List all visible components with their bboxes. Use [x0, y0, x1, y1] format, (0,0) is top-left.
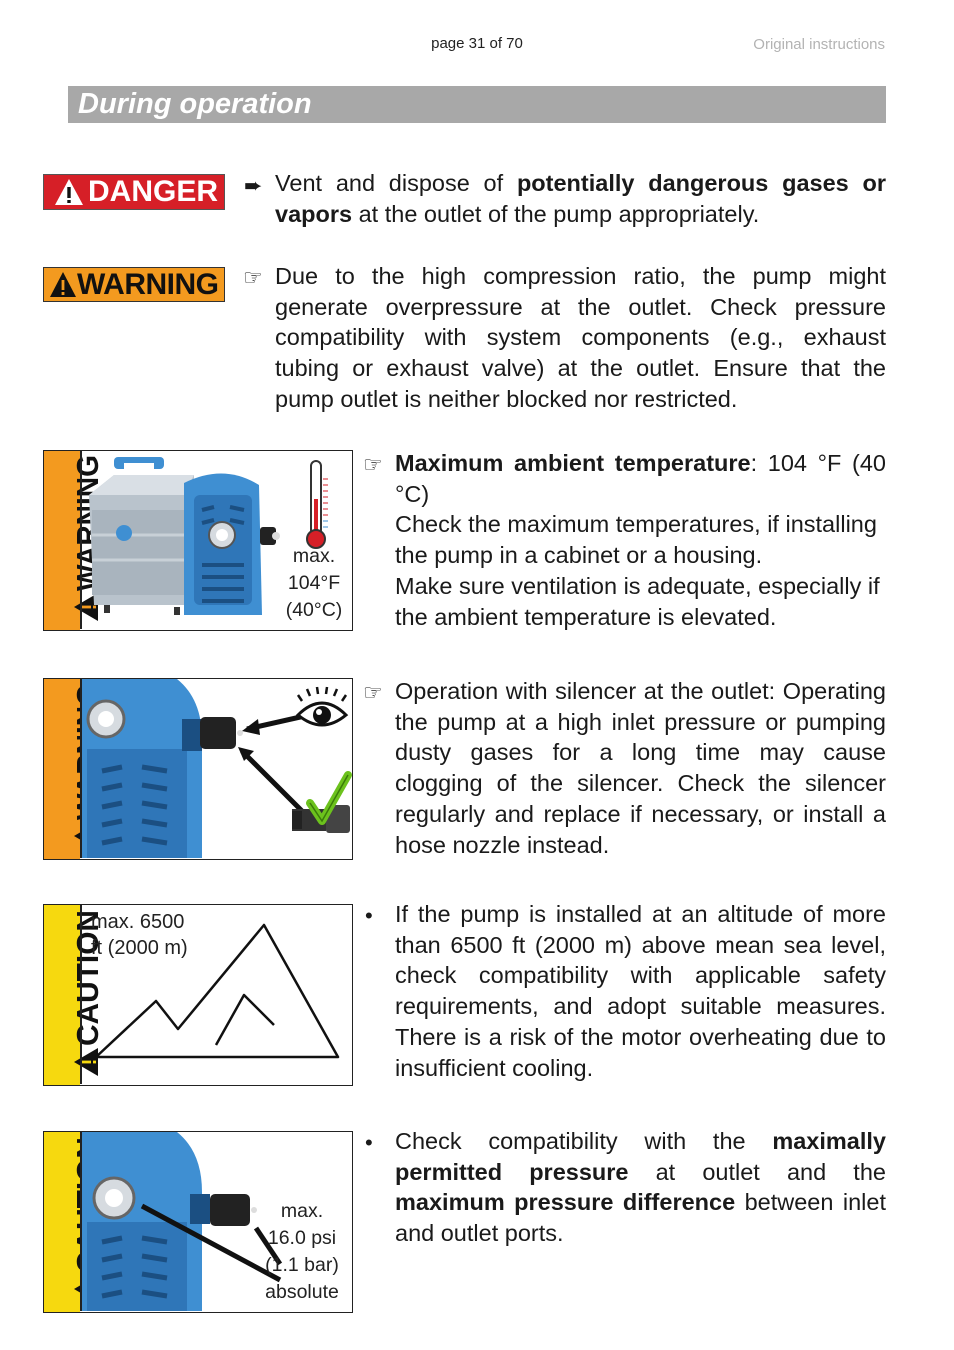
- caution-vertical-sign: [44, 1132, 80, 1312]
- danger-text-1: Vent and dispose of: [275, 170, 517, 196]
- caution-vertical-sign: [44, 904, 105, 1085]
- pressure-label-line-4: absolute: [265, 1281, 339, 1303]
- temperature-value: : 104 °F (40 °C): [395, 450, 886, 507]
- pointing-hand-icon: ☞: [363, 680, 383, 705]
- danger-label: DANGER: [88, 175, 219, 208]
- temperature-paragraph: [395, 448, 886, 632]
- temperature-text-2: Check the maximum temperatures, if installing the pump in a cabinet or a housing.: [395, 511, 877, 569]
- danger-triangle-icon: [54, 178, 84, 206]
- altitude-label-line-2: ft (2000 m): [91, 937, 188, 959]
- danger-sign: [43, 174, 225, 210]
- danger-text-bold: potentially dangerous gases or vapors: [275, 170, 887, 227]
- silencer-figure: [43, 678, 353, 860]
- altitude-label-line-1: max. 6500: [91, 911, 185, 933]
- warning-vertical-sign: [44, 441, 105, 630]
- temp-label-line-1: max.: [292, 545, 336, 567]
- temp-label-line-3: (40°C): [285, 599, 343, 621]
- danger-paragraph: [275, 168, 886, 229]
- bullet-dot: •: [365, 903, 373, 928]
- pressure-text-2: at outlet and the: [628, 1158, 886, 1185]
- temperature-text-3: Make sure ventilation is adequate, especially if the ambient temperature is elevated.: [395, 572, 880, 630]
- temperature-bold: Maximum ambient temperature: [395, 450, 751, 476]
- warning-vertical-sign: [44, 679, 80, 859]
- temperature-figure: [43, 441, 353, 631]
- pressure-text-1: Check compatibility with the: [395, 1128, 773, 1154]
- temperature-image-label: [276, 543, 352, 624]
- pump-illustration: [84, 455, 284, 627]
- eye-icon: [294, 685, 350, 731]
- arrow-bullet-icon: ➨: [244, 173, 263, 198]
- pointing-hand-icon: ☞: [363, 452, 383, 477]
- section-title: During operation: [78, 88, 312, 120]
- pressure-figure: [43, 1131, 353, 1313]
- pressure-image-label: [254, 1198, 350, 1306]
- warning-paragraph: Due to the high compression ratio, the pump might generate overpressure at the outlet. Check pressure compatibility with system components (e.g., exhaust tubing or exhaust valve) at the outlet. Ensure that the pump outlet is neither blocked nor restricted.: [275, 263, 886, 412]
- pressure-text-3: between inlet and outlet ports.: [395, 1189, 886, 1247]
- section-header-bar: [68, 86, 886, 123]
- pressure-label-line-2: 16.0 psi: [267, 1227, 337, 1249]
- pointing-hand-icon: ☞: [243, 265, 263, 290]
- altitude-figure: [43, 904, 353, 1086]
- warning-sign: [43, 267, 225, 302]
- temp-label-line-2: 104°F: [287, 572, 341, 594]
- svg-text:WARNING: WARNING: [70, 441, 105, 591]
- checkmark-icon: [306, 771, 352, 827]
- altitude-paragraph: If the pump is installed at an altitude of more than 6500 ft (2000 m) above mean sea level, check compatibility with applicable safety requirements, and adopt suitable measures. There is a risk of the motor overheating due to insufficient cooling.: [395, 901, 886, 1081]
- pressure-bold-1: maximally permitted pressure: [395, 1128, 886, 1185]
- pressure-bold-2: maximum pressure difference: [395, 1189, 736, 1216]
- mountain-icon: [90, 919, 352, 1079]
- pressure-label-line-1: max.: [280, 1200, 324, 1222]
- danger-text-2: at the outlet of the pump appropriately.: [352, 200, 760, 227]
- silencer-paragraph: Operation with silencer at the outlet: Operating the pump at a high inlet pressure or pumping dusty gases for a long time may cause clogging of the silencer. Check the silencer regularly and replace if necessary, or install a hose nozzle instead.: [395, 678, 886, 858]
- bullet-dot: •: [365, 1130, 373, 1155]
- pressure-paragraph: [395, 1126, 886, 1249]
- original-instructions-label: Original instructions: [753, 36, 885, 53]
- pump-outlet-illustration: [82, 1132, 282, 1311]
- warning-label: WARNING: [77, 268, 219, 301]
- pressure-label-line-3: (1.1 bar): [265, 1254, 339, 1276]
- page-number: page 31 of 70: [431, 35, 523, 52]
- thermometer-icon: [304, 459, 334, 551]
- svg-text:CAUTION: CAUTION: [70, 904, 105, 1046]
- warning-triangle-icon: [49, 271, 77, 298]
